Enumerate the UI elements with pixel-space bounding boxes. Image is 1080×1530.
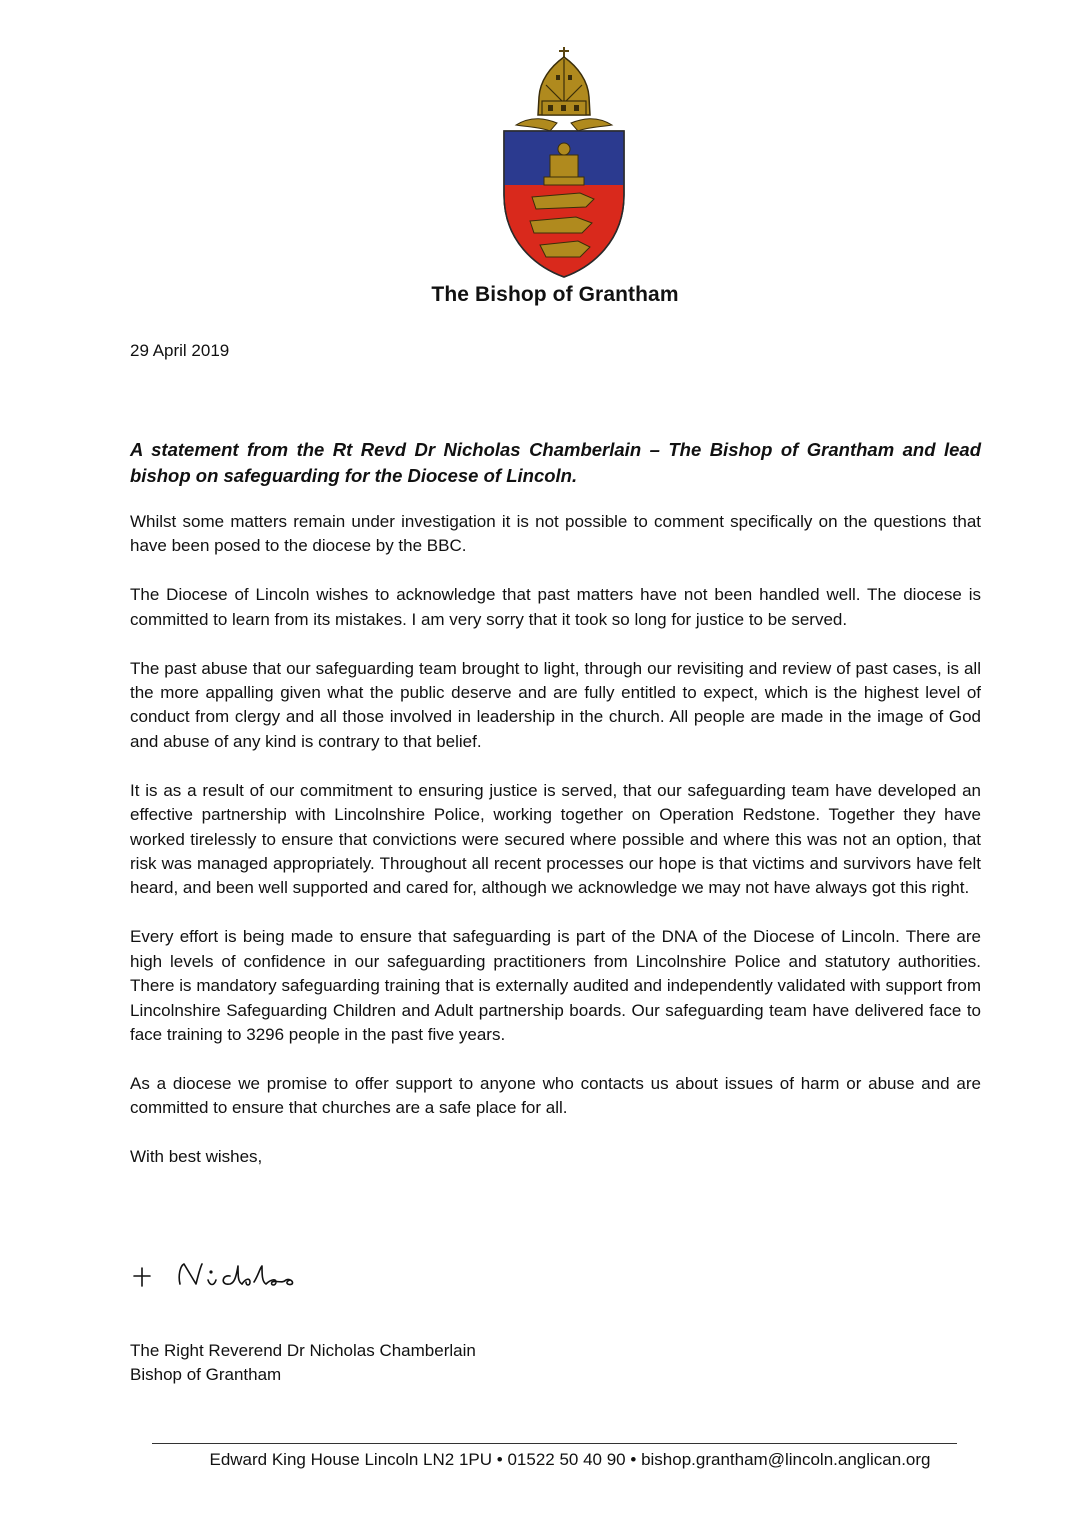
signer-title: Bishop of Grantham (130, 1365, 282, 1385)
signer-name: The Right Reverend Dr Nicholas Chamberlain (130, 1341, 476, 1360)
footer-contact (0, 1450, 1080, 1470)
footer-address: Edward King House Lincoln LN2 1PU (209, 1450, 493, 1469)
letter-body (130, 437, 981, 1170)
handwritten-signature (130, 1258, 330, 1298)
body-paragraph: Every effort is being made to ensure that safeguarding is part of the DNA of the Diocese of Lincoln. There are high levels of confidence in our safeguarding practitioners from Lincolnshire Police and statutory authorities. There is mandatory safeguarding training that is externally audited and independently validated with support from Lincolnshire Safeguarding Children and Adult partnership boards. Our safeguarding team have delivered face to face training to 3296 people in the past five years. (130, 927, 981, 1044)
body-paragraph: Whilst some matters remain under investigation it is not possible to comment specifically on the questions that have been posed to the diocese by the BBC. (130, 512, 981, 556)
shield-icon (504, 131, 624, 277)
footer-email[interactable]: bishop.grantham@lincoln.anglican.org (641, 1450, 931, 1469)
body-paragraph: The Diocese of Lincoln wishes to acknowledge that past matters have not been handled well. The diocese is committed to learn from its mistakes. I am very sorry that it took so long for justice to be served. (130, 585, 981, 629)
body-paragraph: As a diocese we promise to offer support to anyone who contacts us about issues of harm or abuse and are committed to ensure that churches are a safe place for all. (130, 1073, 981, 1118)
body-paragraph: The past abuse that our safeguarding team brought to light, through our revisiting and review of past cases, is all the more appalling given what the public deserve and are fully entitled to expect, which is the highest level of conduct from clergy and all those involved in leadership in the church. All people are made in the image of God and abuse of any kind is contrary to that belief. (130, 658, 981, 751)
mitre-icon (516, 47, 612, 131)
letterhead (0, 283, 1080, 307)
letter-date: 29 April 2019 (130, 341, 230, 360)
footer-bullet: • (496, 1450, 503, 1469)
letterhead-title: The Bishop of Grantham (431, 283, 679, 306)
diocese-crest-logo (502, 45, 626, 285)
closing-salutation: With best wishes, (130, 1147, 263, 1167)
statement-heading: A statement from the Rt Revd Dr Nicholas Chamberlain – The Bishop of Grantham and lead bishop on safeguarding for the Diocese of Lincoln. (130, 439, 981, 486)
footer-bullet: • (630, 1450, 637, 1469)
signer-block (130, 1339, 476, 1388)
footer-phone: 01522 50 40 90 (507, 1450, 626, 1469)
footer-divider (152, 1443, 957, 1444)
body-paragraph: It is as a result of our commitment to ensuring justice is served, that our safeguarding team have developed an effective partnership with Lincolnshire Police, working together on Operation Redstone. Together they have worked tirelessly to ensure that convictions were secured where possible and where this was not an option, that risk was managed appropriately. Throughout all recent processes our hope is that victims and survivors have felt heard, and been well supported and cared for, although we acknowledge we may not have always got this right. (130, 780, 981, 898)
